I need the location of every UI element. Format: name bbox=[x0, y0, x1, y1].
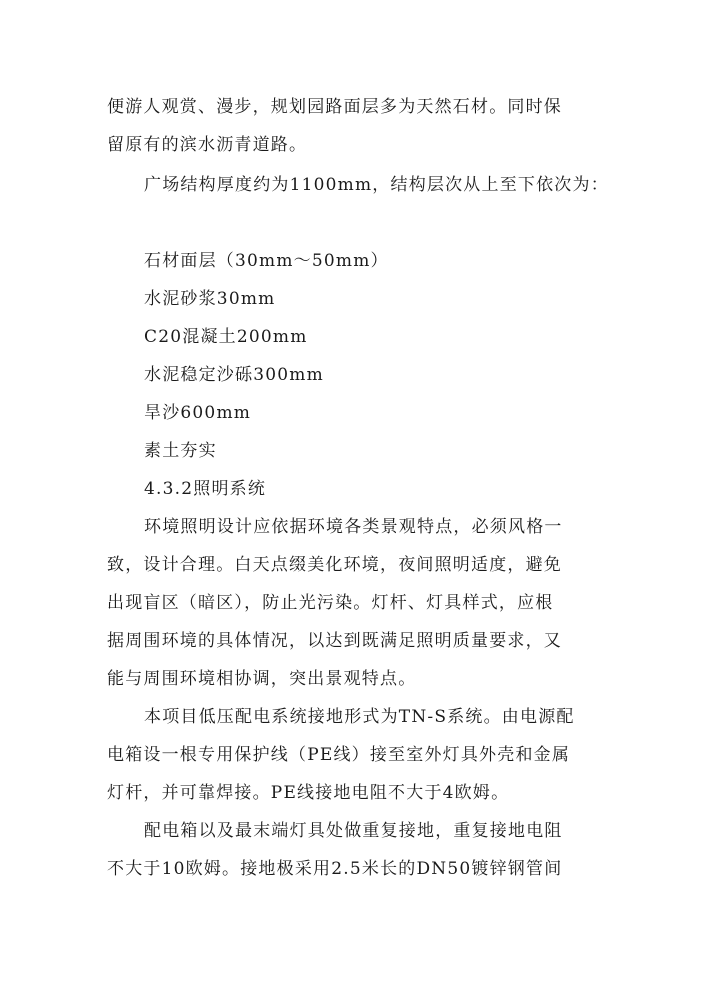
structure-layer-item: 素土夯实 bbox=[144, 441, 217, 461]
structure-layer-item: 水泥砂浆30mm bbox=[144, 289, 276, 309]
paragraph-line: 不大于10欧姆。接地极采用2.5米长的DN50镀锌钢管间 bbox=[107, 859, 563, 879]
paragraph-line: 灯杆，并可靠焊接。PE线接地电阻不大于4欧姆。 bbox=[107, 783, 510, 803]
paragraph-line: 本项目低压配电系统接地形式为TN-S系统。由电源配 bbox=[144, 707, 575, 727]
paragraph-line: 环境照明设计应依据环境各类景观特点，必须风格一 bbox=[144, 517, 563, 537]
paragraph-line: 便游人观赏、漫步，规划园路面层多为天然石材。同时保 bbox=[107, 97, 562, 117]
paragraph-line: 广场结构厚度约为1100mm，结构层次从上至下依次为： bbox=[144, 175, 609, 195]
structure-layer-item: C20混凝土200mm bbox=[144, 327, 308, 347]
structure-layer-item: 旱沙600mm bbox=[144, 403, 252, 423]
paragraph-line: 出现盲区（暗区），防止光污染。灯杆、灯具样式，应根 bbox=[107, 593, 554, 613]
paragraph-line: 据周围环境的具体情况，以达到既满足照明质量要求，又 bbox=[107, 631, 562, 651]
paragraph-line: 致，设计合理。白天点缀美化环境，夜间照明适度，避免 bbox=[107, 555, 562, 575]
paragraph-line: 配电箱以及最末端灯具处做重复接地，重复接地电阻 bbox=[144, 821, 563, 841]
section-heading: 4.3.2照明系统 bbox=[144, 479, 267, 499]
paragraph-line: 留原有的滨水沥青道路。 bbox=[107, 135, 308, 155]
structure-layer-item: 石材面层（30mm～50mm） bbox=[144, 251, 389, 271]
paragraph-line: 能与周围环境相协调，突出景观特点。 bbox=[107, 669, 417, 689]
paragraph-line: 电箱设一根专用保护线（PE线）接至室外灯具外壳和金属 bbox=[107, 745, 571, 765]
structure-layer-item: 水泥稳定沙砾300mm bbox=[144, 365, 324, 385]
